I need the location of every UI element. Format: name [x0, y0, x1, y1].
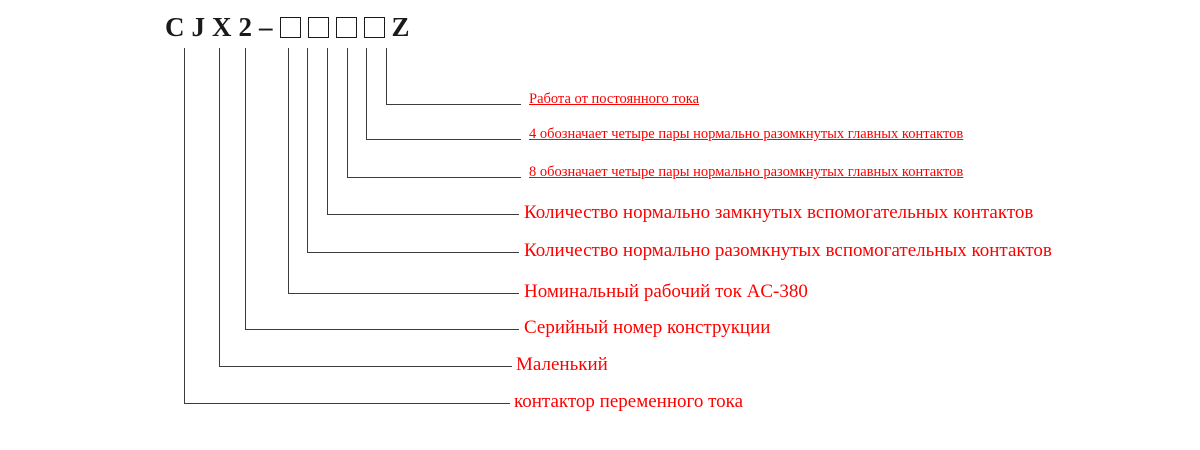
code-char-j: J — [191, 12, 206, 42]
leader-vline-eight-main-contacts — [347, 48, 348, 178]
leader-vline-four-main-contacts — [366, 48, 367, 140]
leader-hline-eight-main-contacts — [347, 177, 521, 178]
leader-hline-small — [219, 366, 512, 367]
label-design-serial-number: Серийный номер конструкции — [524, 317, 771, 338]
leader-hline-nc-auxiliary-count — [327, 214, 519, 215]
code-box-3 — [336, 17, 357, 38]
code-box-4 — [364, 17, 385, 38]
label-no-auxiliary-count: Количество нормально разомкнутых вспомогательных контактов — [524, 240, 1052, 261]
label-nc-auxiliary-count: Количество нормально замкнутых вспомогательных контактов — [524, 202, 1034, 223]
leader-vline-design-serial-number — [245, 48, 246, 330]
leader-vline-small — [219, 48, 220, 367]
leader-hline-dc-operation — [386, 104, 521, 105]
label-four-main-contacts: 4 обозначает четыре пары нормально разомкнутых главных контактов — [529, 126, 964, 142]
label-eight-main-contacts: 8 обозначает четыре пары нормально разомкнутых главных контактов — [529, 164, 964, 180]
leader-hline-rated-current — [288, 293, 519, 294]
code-char-c: C — [165, 12, 186, 42]
leader-hline-ac-contactor — [184, 403, 510, 404]
leader-vline-dc-operation — [386, 48, 387, 105]
leader-hline-no-auxiliary-count — [307, 252, 519, 253]
label-rated-current: Номинальный рабочий ток AC-380 — [524, 281, 808, 302]
code-char-z: Z — [391, 12, 411, 42]
leader-vline-no-auxiliary-count — [307, 48, 308, 253]
code-char-x: X — [212, 12, 233, 42]
label-dc-operation: Работа от постоянного тока — [529, 91, 700, 107]
code-box-2 — [308, 17, 329, 38]
product-code — [165, 12, 417, 43]
leader-vline-ac-contactor — [184, 48, 185, 404]
code-char-dash: – — [259, 12, 274, 42]
leader-vline-rated-current — [288, 48, 289, 294]
code-box-1 — [280, 17, 301, 38]
leader-vline-nc-auxiliary-count — [327, 48, 328, 215]
code-char-2: 2 — [238, 12, 253, 42]
leader-hline-design-serial-number — [245, 329, 519, 330]
leader-hline-four-main-contacts — [366, 139, 521, 140]
label-ac-contactor: контактор переменного тока — [514, 391, 744, 412]
label-small: Маленький — [516, 354, 608, 375]
